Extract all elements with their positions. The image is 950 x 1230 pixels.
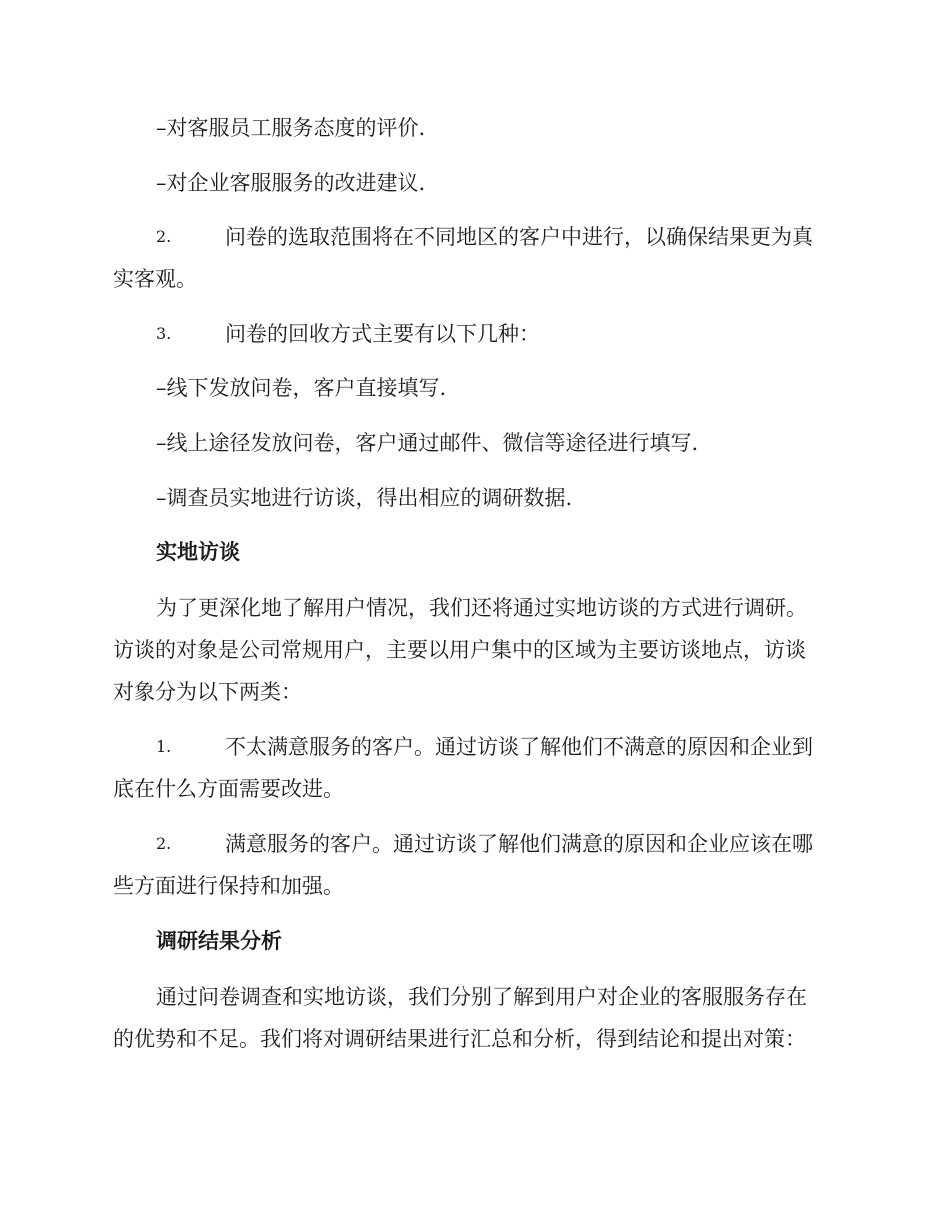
bullet-offline: –线下发放问卷，客户直接填写. [156, 376, 447, 400]
bullet-field-interview: –调查员实地进行访谈，得出相应的调研数据. [156, 486, 573, 510]
list-item-continuation: 些方面进行保持和加强。 [113, 874, 344, 898]
list-item-continuation: 底在什么方面需要改进。 [113, 777, 344, 801]
bullet-evaluation-attitude: –对客服员工服务态度的评价. [156, 116, 426, 140]
list-item-number: 2. [156, 227, 172, 246]
list-item-text: 问卷的回收方式主要有以下几种： [225, 322, 540, 346]
section-heading-analysis: 调研结果分析 [156, 929, 282, 953]
bullet-improvement-suggestion: –对企业客服服务的改进建议. [156, 171, 426, 195]
list-item-number: 2. [156, 834, 172, 853]
paragraph-line: 的优势和不足。我们将对调研结果进行汇总和分析，得到结论和提出对策： [113, 1027, 806, 1051]
section-heading-interview: 实地访谈 [156, 540, 240, 564]
list-item-text: 满意服务的客户。通过访谈了解他们满意的原因和企业应该在哪 [225, 832, 813, 856]
list-item-text: 不太满意服务的客户。通过访谈了解他们不满意的原因和企业到 [225, 735, 813, 759]
bullet-online: –线上途径发放问卷，客户通过邮件、微信等途径进行填写. [156, 431, 699, 455]
paragraph-line: 为了更深化地了解用户情况，我们还将通过实地访谈的方式进行调研。 [156, 596, 807, 620]
paragraph-line: 访谈的对象是公司常规用户，主要以用户集中的区域为主要访谈地点，访谈 [113, 638, 806, 662]
list-item-number: 1. [156, 737, 172, 756]
list-item-continuation: 实客观。 [113, 267, 197, 291]
list-item-text: 问卷的选取范围将在不同地区的客户中进行，以确保结果更为真 [225, 225, 813, 249]
paragraph-line: 通过问卷调查和实地访谈，我们分别了解到用户对企业的客服服务存在 [156, 985, 807, 1009]
paragraph-line: 对象分为以下两类： [113, 680, 302, 704]
list-item-number: 3. [156, 324, 172, 343]
